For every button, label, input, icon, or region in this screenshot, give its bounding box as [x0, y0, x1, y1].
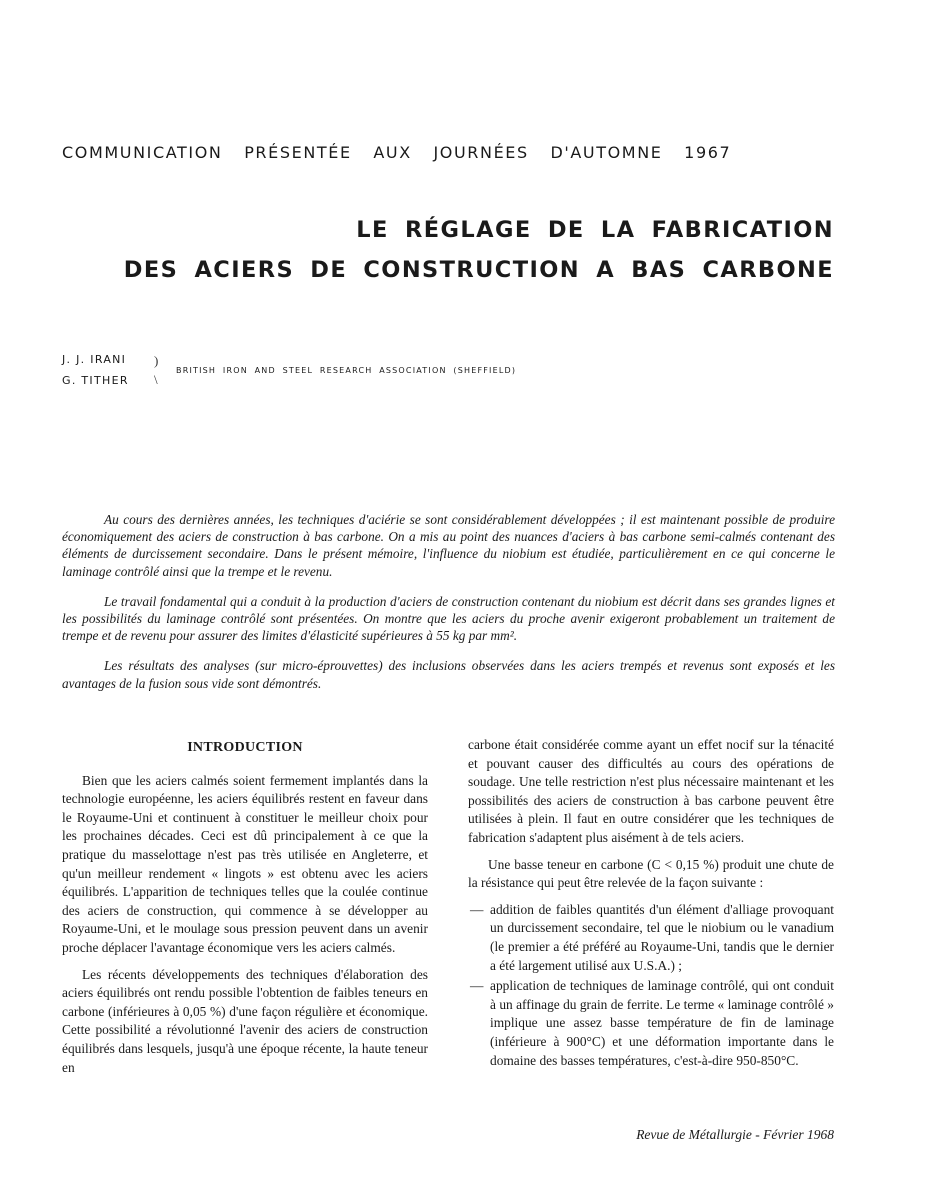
list-item — [468, 977, 834, 1070]
communication-header: COMMUNICATION PRÉSENTÉE AUX JOURNÉES D'AUTOMNE 1967 — [62, 143, 732, 162]
bullet-list — [468, 901, 834, 1070]
list-item — [468, 901, 834, 975]
article-title-line-2: DES ACIERS DE CONSTRUCTION A BAS CARBONE — [123, 257, 834, 283]
author-irani: J. J. IRANI — [62, 353, 127, 366]
body-paragraph: carbone était considérée comme ayant un effet nocif sur la ténacité et pouvant causer des difficultés au cours des opérations de soudage. Une telle restriction n'est plus nécessaire maintenant et les possibilités des aciers de construction à bas carbone peuvent être utilisées à plein. Il faut en outre considérer que les techniques de fabrication s'adaptent plus aisément à de tels aciers. — [468, 737, 834, 845]
abstract — [62, 511, 835, 705]
list-bullet-dash: — — [470, 901, 484, 917]
body-paragraph: Une basse teneur en carbone (C < 0,15 %) produit une chute de la résistance qui peut être relevée de la façon suivante : — [468, 856, 834, 891]
section-heading-introduction: INTRODUCTION — [187, 740, 303, 755]
left-column — [62, 736, 428, 1085]
list-bullet-dash: — — [470, 978, 484, 994]
author-brace: ) \ — [154, 353, 159, 387]
author-tither: G. TITHER — [62, 374, 129, 387]
right-column — [468, 736, 834, 1072]
list-item-text: application de techniques de laminage contrôlé, qui ont conduit à un affinage du grain de ferrite. Le terme « laminage contrôlé » implique une assez basse température de fin de laminage (inférieure à 900°C) et une déformation importante dans le domaine des basses températures, c'est-à-dire 950-850°C. — [490, 978, 834, 1068]
abstract-paragraph-2: Le travail fondamental qui a conduit à la production d'aciers de construction contenant du niobium est décrit dans ses grandes lignes et les possibilités du laminage contrôlé sont présentées. On montre que les aciers du proche avenir exigeront probablement un traitement de trempe et de revenu pour assurer des limites d'élasticité supérieures à 55 kg par mm². — [62, 593, 835, 644]
abstract-paragraph-1: Au cours des dernières années, les techniques d'aciérie se sont considérablement développées ; il est maintenant possible de produire économiquement des aciers de construction à bas carbone. On a mis au point des nuances d'aciers à bas carbone semi-calmés contenant des éléments de durcissement secondaire. Dans le présent mémoire, l'influence du niobium est étudiée, particulièrement en ce qui concerne le laminage contrôlé ainsi que la trempe et le revenu. — [62, 512, 835, 579]
author-affiliation: BRITISH IRON AND STEEL RESEARCH ASSOCIATION (SHEFFIELD) — [176, 366, 517, 375]
abstract-paragraph-3: Les résultats des analyses (sur micro-éprouvettes) des inclusions observées dans les aciers trempés et revenus sont exposés et les avantages de la fusion sous vide sont démontrés. — [62, 658, 835, 691]
journal-footer: Revue de Métallurgie - Février 1968 — [636, 1127, 834, 1142]
article-title-line-1: LE RÉGLAGE DE LA FABRICATION — [356, 217, 834, 243]
list-item-text: addition de faibles quantités d'un élément d'alliage provoquant un durcissement secondaire, tel que le niobium ou le vanadium (le premier a été préféré au Royaume-Uni, tandis que le dernier a été largement utilisé aux U.S.A.) ; — [490, 901, 834, 973]
body-paragraph: Bien que les aciers calmés soient fermement implantés dans la technologie européenne, les aciers équilibrés restent en faveur dans le Royaume-Uni et continuent à constituer le meilleur choix pour les prochaines décades. Ceci est dû principalement à ce que la pratique du masselottage n'est pas très utilisée en Angleterre, et qu'un meilleur rendement « lingots » est obtenu avec les aciers équilibrés. L'apparition de techniques telles que la coulée continue des aciers de construction, qui commence à se développer au Royaume-Uni, et le moulage sous pression peuvent dans un avenir proche déplacer l'avantage économique vers les aciers calmés. — [62, 772, 428, 955]
body-paragraph: Les récents développements des techniques d'élaboration des aciers équilibrés ont rendu possible l'obtention de faibles teneurs en carbone (inférieures à 0,05 %) d'une façon régulière et économique. Cette possibilité a révolutionné l'avenir des aciers de construction équilibrés dans lesquels, jusqu'à une époque récente, la haute teneur en — [62, 966, 428, 1075]
